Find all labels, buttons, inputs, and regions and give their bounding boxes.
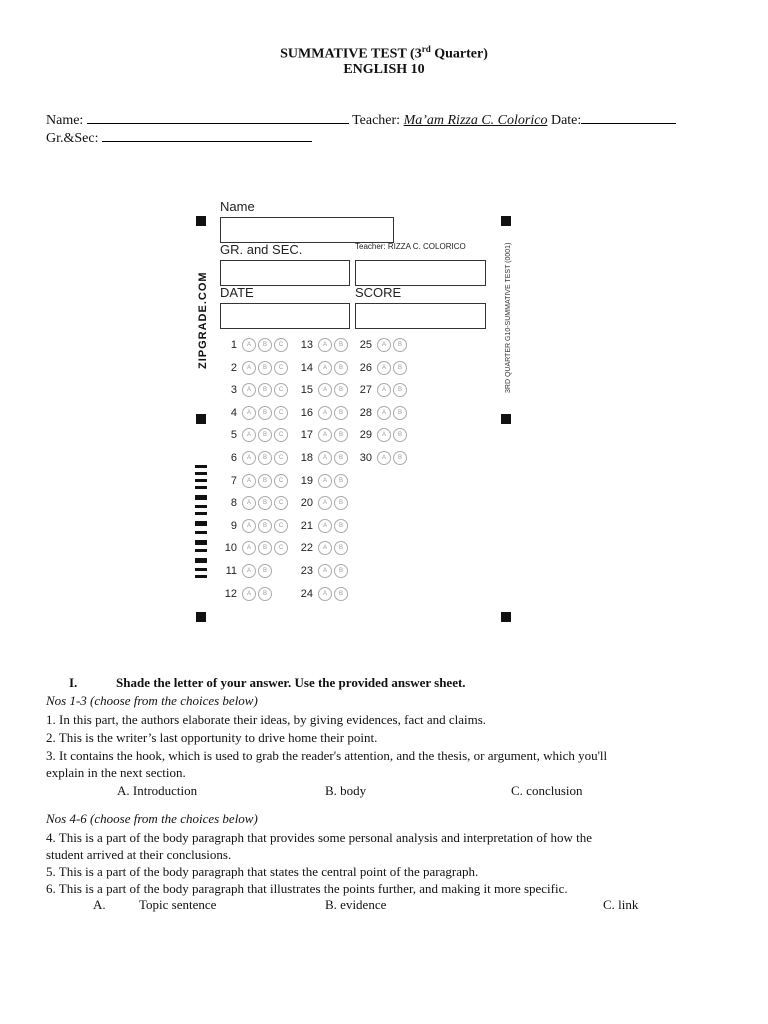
question-number: 15	[300, 384, 313, 397]
answer-bubble[interactable]: A	[318, 519, 332, 533]
answer-bubble[interactable]: B	[334, 451, 348, 465]
answer-bubble[interactable]: B	[334, 474, 348, 488]
answer-bubble[interactable]: B	[258, 338, 272, 352]
sheet-teacher-label: Teacher: RIZZA C. COLORICO	[355, 242, 466, 251]
sheet-date-label: DATE	[220, 285, 254, 300]
answer-bubble[interactable]: B	[334, 338, 348, 352]
answer-row	[285, 450, 348, 466]
g1-choice-c: C. conclusion	[511, 783, 583, 798]
answer-bubble[interactable]: C	[274, 383, 288, 397]
answer-bubble[interactable]: A	[242, 564, 256, 578]
answer-bubble[interactable]: B	[334, 406, 348, 420]
answer-bubble[interactable]: B	[258, 519, 272, 533]
answer-row	[285, 382, 348, 398]
answer-row	[217, 427, 288, 443]
question-number: 22	[300, 542, 313, 555]
answer-bubble[interactable]: A	[242, 474, 256, 488]
answer-row	[285, 540, 348, 556]
answer-row	[217, 450, 288, 466]
date-blank[interactable]	[581, 111, 676, 124]
header-line-1	[46, 111, 676, 129]
question-number: 2	[230, 361, 237, 374]
answer-bubble[interactable]: B	[334, 564, 348, 578]
section-label: Gr.&Sec:	[46, 131, 99, 146]
answer-bubble[interactable]: B	[393, 361, 407, 375]
question-number: 11	[225, 565, 237, 577]
question-number: 5	[230, 429, 237, 442]
answer-row	[344, 450, 407, 466]
group2-label: Nos 4-6 (choose from the choices below)	[46, 811, 258, 826]
answer-bubble[interactable]: A	[377, 406, 391, 420]
answer-bubble[interactable]: A	[242, 541, 256, 555]
question-number: 17	[300, 429, 313, 442]
answer-bubble[interactable]: B	[258, 361, 272, 375]
section-instruction: Shade the letter of your answer. Use the provided answer sheet.	[116, 675, 466, 690]
question-number: 9	[230, 519, 237, 532]
question-number: 23	[300, 565, 313, 577]
answer-bubble[interactable]: B	[258, 428, 272, 442]
group1-label: Nos 1-3 (choose from the choices below)	[46, 693, 258, 708]
question-number: 27	[359, 384, 372, 397]
question-number: 25	[359, 339, 372, 351]
question-number: 29	[359, 429, 372, 442]
question-number: 26	[359, 361, 372, 374]
answer-bubble[interactable]: B	[334, 361, 348, 375]
subject-title: ENGLISH 10	[343, 62, 425, 77]
answer-bubble[interactable]: A	[242, 451, 256, 465]
answer-bubble[interactable]: B	[334, 383, 348, 397]
answer-row	[285, 473, 348, 489]
answer-row	[217, 382, 288, 398]
sheet-name-box[interactable]	[220, 217, 394, 243]
answer-bubble[interactable]: A	[242, 383, 256, 397]
sheet-score-box[interactable]	[355, 303, 486, 329]
answer-bubble[interactable]: A	[318, 541, 332, 555]
sheet-gr-box[interactable]	[220, 260, 350, 286]
g1-choice-b: B. body	[325, 783, 367, 798]
answer-bubble[interactable]: B	[393, 406, 407, 420]
question-number: 4	[230, 406, 237, 419]
answer-bubble[interactable]: B	[334, 587, 348, 601]
answer-bubble[interactable]: A	[242, 361, 256, 375]
answer-bubble[interactable]: A	[377, 338, 391, 352]
answer-row	[285, 337, 348, 353]
answer-bubble[interactable]: B	[258, 496, 272, 510]
answer-bubble[interactable]: A	[318, 496, 332, 510]
registration-mark	[501, 216, 511, 226]
question-5: 5. This is a part of the body paragraph that states the central point of the paragraph.	[46, 864, 479, 879]
answer-row	[217, 518, 288, 534]
answer-row	[217, 473, 288, 489]
test-title: SUMMATIVE TEST (3rd Quarter)	[280, 44, 488, 62]
answer-bubble[interactable]: B	[258, 587, 272, 601]
answer-bubble[interactable]: C	[274, 406, 288, 420]
g2-choice-a-letter: A.	[93, 897, 106, 912]
answer-bubble[interactable]: C	[274, 474, 288, 488]
answer-bubble[interactable]: B	[334, 541, 348, 555]
question-number: 7	[230, 474, 237, 487]
teacher-label: Teacher:	[352, 113, 401, 128]
answer-row	[285, 563, 348, 579]
answer-bubble[interactable]: A	[242, 587, 256, 601]
question-number: 24	[300, 587, 313, 600]
question-number: 6	[230, 452, 237, 464]
answer-row	[217, 495, 288, 511]
answer-bubble[interactable]: B	[258, 541, 272, 555]
question-number: 28	[359, 406, 372, 419]
answer-bubble[interactable]: A	[242, 428, 256, 442]
name-label: Name:	[46, 113, 84, 128]
g2-choice-c: C. link	[603, 897, 639, 912]
answer-bubble[interactable]: A	[318, 564, 332, 578]
registration-mark	[501, 612, 511, 622]
question-1: 1. In this part, the authors elaborate their ideas, by giving evidences, fact and claims.	[46, 712, 487, 727]
question-number: 19	[300, 474, 313, 487]
answer-row	[285, 518, 348, 534]
answer-bubble[interactable]: B	[258, 406, 272, 420]
answer-bubble[interactable]: A	[242, 519, 256, 533]
answer-bubble[interactable]: B	[258, 383, 272, 397]
answer-row	[217, 405, 288, 421]
answer-bubble[interactable]: A	[318, 361, 332, 375]
g1-choice-a: A. Introduction	[117, 783, 198, 798]
answer-bubble[interactable]: A	[318, 406, 332, 420]
answer-sheet	[165, 183, 545, 638]
g2-choice-b: B. evidence	[325, 897, 387, 912]
answer-bubble[interactable]: C	[274, 338, 288, 352]
question-number: 18	[300, 452, 313, 464]
question-number: 13	[300, 339, 313, 351]
sheet-teacher-box[interactable]	[355, 260, 486, 286]
question-number: 3	[230, 384, 237, 397]
question-number: 10	[224, 542, 237, 555]
answer-bubble[interactable]: C	[274, 496, 288, 510]
answer-row	[344, 405, 407, 421]
answer-bubble[interactable]: A	[318, 587, 332, 601]
sheet-date-box[interactable]	[220, 303, 350, 329]
answer-bubble[interactable]: B	[334, 428, 348, 442]
answer-row	[285, 495, 348, 511]
answer-row	[285, 427, 348, 443]
question-number: 20	[300, 497, 313, 510]
answer-bubble[interactable]: C	[274, 451, 288, 465]
answer-row	[344, 337, 407, 353]
answer-row	[344, 360, 407, 376]
answer-row	[217, 337, 288, 353]
answer-bubble[interactable]: A	[377, 451, 391, 465]
answer-bubble[interactable]: A	[242, 406, 256, 420]
answer-bubble[interactable]: B	[393, 451, 407, 465]
form-code-text: 3RD QUARTER G10-SUMMATIVE TEST (0001)	[505, 242, 512, 393]
answer-bubble[interactable]: C	[274, 361, 288, 375]
question-2: 2. This is the writer’s last opportunity to drive home their point.	[46, 730, 378, 745]
answer-bubble[interactable]: C	[274, 519, 288, 533]
answer-bubble[interactable]: B	[334, 519, 348, 533]
answer-bubble[interactable]: A	[318, 338, 332, 352]
sheet-name-label: Name	[220, 199, 255, 214]
answer-bubble[interactable]: B	[393, 428, 407, 442]
answer-row	[285, 586, 348, 602]
brand-text: ZIPGRADE.COM	[197, 271, 209, 369]
teacher-name: Ma’am Rizza C. Colorico	[403, 113, 548, 128]
answer-row	[217, 563, 272, 579]
answer-bubble[interactable]: A	[377, 383, 391, 397]
header-line-2	[46, 129, 312, 147]
sheet-gr-label: GR. and SEC.	[220, 242, 303, 257]
section-numeral: I.	[69, 675, 78, 690]
answer-bubble[interactable]: A	[318, 383, 332, 397]
answer-bubble[interactable]: C	[274, 428, 288, 442]
answer-bubble[interactable]: A	[318, 428, 332, 442]
answer-bubble[interactable]: A	[318, 451, 332, 465]
question-6: 6. This is a part of the body paragraph that illustrates the points further, and making it more specific.	[46, 881, 568, 896]
registration-mark	[196, 216, 206, 226]
question-4: 4. This is a part of the body paragraph that provides some personal analysis and interpretation of how the student arrived at their conclusions.	[46, 830, 592, 862]
answer-bubble[interactable]: A	[377, 428, 391, 442]
answer-bubble[interactable]: A	[377, 361, 391, 375]
answer-bubble[interactable]: B	[393, 383, 407, 397]
answer-row	[344, 427, 407, 443]
answer-row	[285, 405, 348, 421]
registration-mark	[501, 414, 511, 424]
answer-bubble[interactable]: B	[258, 564, 272, 578]
answer-bubble[interactable]: A	[242, 496, 256, 510]
date-label: Date:	[550, 113, 582, 128]
name-blank[interactable]	[87, 111, 349, 124]
question-number: 16	[300, 406, 313, 419]
answer-bubble[interactable]: A	[318, 474, 332, 488]
g2-choice-a: Topic sentence	[139, 897, 217, 912]
question-number: 12	[224, 587, 237, 600]
registration-mark	[196, 414, 206, 424]
answer-row	[344, 382, 407, 398]
answer-bubble[interactable]: B	[334, 496, 348, 510]
answer-bubble[interactable]: B	[258, 474, 272, 488]
answer-bubble[interactable]: B	[393, 338, 407, 352]
answer-bubble[interactable]: C	[274, 541, 288, 555]
question-number: 8	[230, 497, 237, 510]
question-3: 3. It contains the hook, which is used to grab the reader's attention, and the thesis, or argument, which you'll explain in the next section.	[46, 748, 608, 780]
answer-row	[217, 360, 288, 376]
section-blank[interactable]	[102, 129, 312, 142]
sheet-score-label: SCORE	[355, 285, 402, 300]
question-number: 1	[230, 339, 237, 351]
answer-bubble[interactable]: B	[258, 451, 272, 465]
answer-row	[217, 540, 288, 556]
question-number: 21	[300, 519, 313, 532]
answer-row	[217, 586, 272, 602]
answer-bubble[interactable]: A	[242, 338, 256, 352]
registration-mark	[196, 612, 206, 622]
question-number: 30	[359, 452, 372, 464]
question-number: 14	[300, 361, 313, 374]
answer-row	[285, 360, 348, 376]
